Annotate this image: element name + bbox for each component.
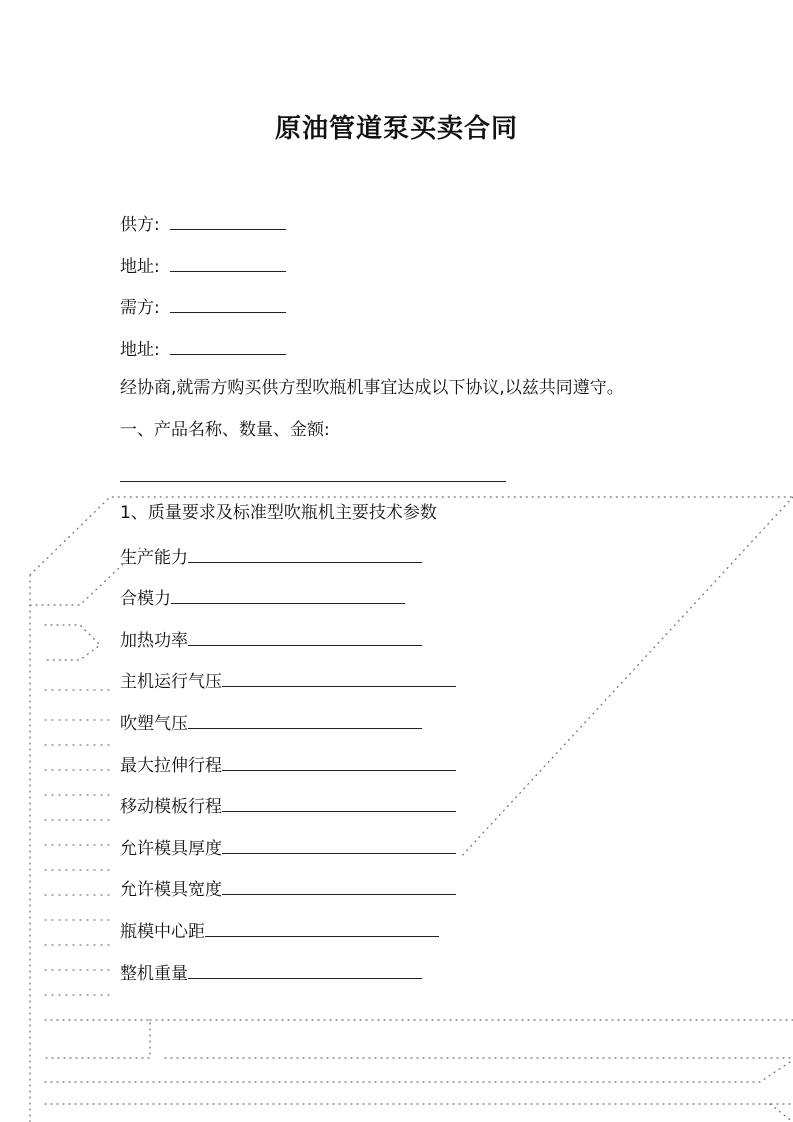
param-blank[interactable] [222, 752, 456, 771]
param-blank[interactable] [171, 585, 405, 604]
supplier-blank[interactable] [170, 211, 286, 230]
param-label: 允许模具宽度 [120, 880, 222, 900]
param-blank[interactable] [188, 710, 422, 729]
intro-paragraph: 经协商,就需方购买供方型吹瓶机事宜达成以下协议,以兹共同遵守。 [120, 378, 624, 398]
param-label: 整机重量 [120, 964, 188, 984]
buyer-address-row [120, 336, 286, 361]
param-label: 合模力 [120, 589, 171, 609]
quality-heading: 1、质量要求及标准型吹瓶机主要技术参数 [120, 503, 437, 523]
param-row [120, 793, 456, 818]
supplier-label: 供方: [120, 215, 160, 235]
param-label: 生产能力 [120, 548, 188, 568]
supplier-address-row [120, 253, 286, 278]
param-blank[interactable] [188, 960, 422, 979]
param-label: 加热功率 [120, 631, 188, 651]
param-row [120, 960, 422, 985]
supplier-address-label: 地址: [120, 257, 160, 277]
param-row [120, 668, 456, 693]
param-row [120, 918, 439, 943]
buyer-address-label: 地址: [120, 340, 160, 360]
param-label: 移动模板行程 [120, 797, 222, 817]
buyer-row [120, 294, 286, 319]
param-row [120, 752, 456, 777]
param-row [120, 710, 422, 735]
param-row [120, 876, 456, 901]
param-row [120, 585, 405, 610]
param-label: 瓶模中心距 [120, 922, 205, 942]
buyer-blank[interactable] [170, 294, 286, 313]
buyer-label: 需方: [120, 298, 160, 318]
param-blank[interactable] [188, 627, 422, 646]
param-blank[interactable] [222, 668, 456, 687]
buyer-address-blank[interactable] [170, 336, 286, 355]
supplier-address-blank[interactable] [170, 253, 286, 272]
param-blank[interactable] [188, 544, 422, 563]
supplier-row [120, 211, 286, 236]
param-label: 吹塑气压 [120, 714, 188, 734]
param-blank[interactable] [222, 835, 456, 854]
param-row [120, 544, 422, 569]
param-blank[interactable] [205, 918, 439, 937]
product-blank-line[interactable] [120, 481, 506, 482]
contract-title: 原油管道泵买卖合同 [274, 114, 518, 144]
param-label: 允许模具厚度 [120, 839, 222, 859]
param-blank[interactable] [222, 876, 456, 895]
param-row [120, 627, 422, 652]
param-blank[interactable] [222, 793, 456, 812]
section-1-heading: 一、产品名称、数量、金额: [120, 420, 330, 440]
param-label: 最大拉伸行程 [120, 756, 222, 776]
param-row [120, 835, 456, 860]
param-label: 主机运行气压 [120, 672, 222, 692]
